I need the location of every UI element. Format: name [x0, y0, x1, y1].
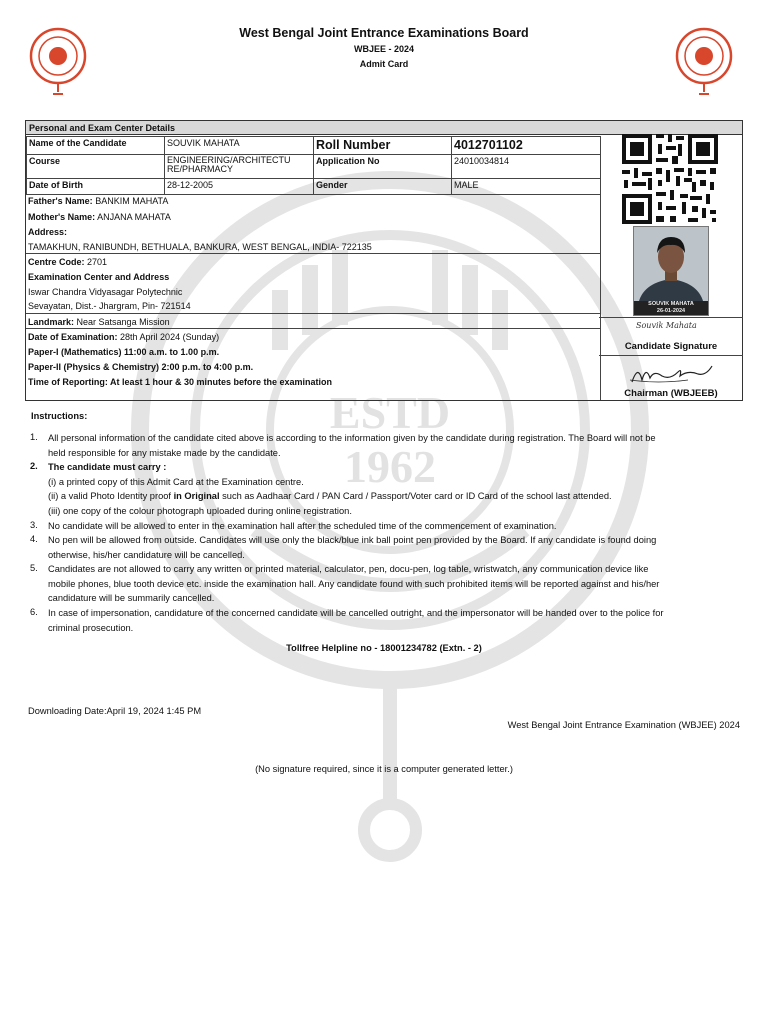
candidate-photo	[633, 226, 709, 316]
exam-date: 28th April 2024 (Sunday)	[120, 332, 220, 342]
helpline: Tollfree Helpline no - 18001234782 (Extn. - 2)	[286, 643, 482, 653]
instruction-6: In case of impersonation, candidature of the concerned candidate will be cancelled outright, and the impersonator will be handed over to the police for criminal prosecution.	[48, 608, 664, 633]
instruction-number: 1.	[30, 432, 38, 442]
exam-date-row	[28, 332, 219, 342]
roll-number: 4012701102	[452, 137, 601, 155]
candidate-table	[26, 136, 601, 195]
board-title: West Bengal Joint Entrance Examinations Board	[239, 26, 529, 40]
divider	[599, 317, 743, 318]
instruction-number: 2.	[30, 461, 38, 471]
instruction-number: 5.	[30, 563, 38, 573]
instruction-number: 3.	[30, 520, 38, 530]
application-label: Application No	[314, 155, 452, 179]
gender-value: MALE	[452, 179, 601, 195]
photo-caption-date: 26-01-2024	[656, 308, 686, 314]
instruction-5: Candidates are not allowed to carry any written or printed material, calculator, pen, docu-pen, log table, wristwatch, any communication device like mobile phones, blue tooth device etc. inside the examination hall. Any candidate found with such prohibited items will be reported against and his/her candidature will be summarily cancelled.	[48, 564, 660, 604]
mother-name: ANJANA MAHATA	[97, 212, 171, 222]
landmark-row	[28, 317, 170, 327]
father-label: Father's Name:	[28, 196, 93, 206]
roll-label: Roll Number	[314, 137, 452, 155]
divider	[599, 355, 743, 356]
photo-caption	[634, 301, 708, 315]
divider	[26, 253, 600, 254]
divider	[26, 328, 600, 329]
footer-exam-name: West Bengal Joint Entrance Examination (WBJEE) 2024	[507, 720, 740, 730]
instruction-number: 6.	[30, 607, 38, 617]
document-type: Admit Card	[359, 59, 409, 69]
download-date: Downloading Date:April 19, 2024 1:45 PM	[28, 706, 202, 716]
chairman-label: Chairman (WBJEEB)	[624, 388, 718, 399]
exam-center-line2: Sevayatan, Dist.- Jhargram, Pin- 721514	[28, 301, 191, 311]
exam-date-label: Date of Examination:	[28, 332, 118, 342]
gender-label: Gender	[314, 179, 452, 195]
instruction-2: The candidate must carry : (i) a printed copy of this Admit Card at the Examination centre. (ii) a valid Photo Identity proof in Original such as Aadhaar Card / PAN Card / Passport/Voter card or ID Card of the school last attended. (iii) one copy of the colour photograph uploaded during online registration.	[48, 462, 612, 516]
father-row	[28, 196, 168, 206]
centre-code-label: Centre Code:	[28, 257, 85, 267]
mother-label: Mother's Name:	[28, 212, 96, 222]
exam-name: WBJEE - 2024	[353, 44, 415, 54]
section-title: Personal and Exam Center Details	[26, 121, 742, 135]
photo-caption-name: SOUVIK MAHATA	[648, 301, 694, 307]
svg-text:ESTD: ESTD	[329, 387, 451, 438]
dob-label: Date of Birth	[27, 179, 165, 195]
candidate-signature-label: Candidate Signature	[624, 341, 718, 352]
instruction-number: 4.	[30, 534, 38, 544]
course-label: Course	[27, 155, 165, 179]
instructions-heading: Instructions:	[31, 411, 88, 421]
candidate-name: SOUVIK MAHATA	[165, 137, 314, 155]
father-name: BANKIM MAHATA	[95, 196, 169, 206]
paper1-timing: Paper-I (Mathematics) 11:00 a.m. to 1.00 p.m.	[28, 347, 220, 357]
divider	[26, 313, 600, 314]
qr-code	[596, 132, 720, 224]
landmark-value: Near Satsanga Mission	[76, 317, 170, 327]
instruction-1: All personal information of the candidate cited above is according to the information given by the candidate during registration. The Board will not be held responsible for any mistake made by the candidate.	[48, 433, 656, 458]
dob-value: 28-12-2005	[165, 179, 314, 195]
computer-generated-note: (No signature required, since it is a computer generated letter.)	[255, 764, 513, 774]
photo-portrait	[634, 227, 708, 305]
reporting-time: Time of Reporting: At least 1 hour & 30 minutes before the examination	[28, 377, 333, 387]
exam-center-line1: Iswar Chandra Vidyasagar Polytechnic	[28, 287, 183, 297]
chairman-signature-image	[628, 360, 716, 386]
course-value: ENGINEERING/ARCHITECTU RE/PHARMACY	[165, 155, 314, 179]
mother-row	[28, 212, 171, 222]
centre-code-row	[28, 257, 107, 267]
centre-code: 2701	[87, 257, 108, 267]
name-label: Name of the Candidate	[27, 137, 165, 155]
exam-center-label: Examination Center and Address	[28, 272, 170, 282]
instruction-4: No pen will be allowed from outside. Candidates will use only the black/blue ink ball point pen provided by the Board. If any candidate is found doing otherwise, his/her candidature will be cancelled.	[48, 535, 657, 560]
landmark-label: Landmark:	[28, 317, 75, 327]
candidate-signature-image: Souvik Mahata	[636, 321, 697, 330]
address-value: TAMAKHUN, RANIBUNDH, BETHUALA, BANKURA, WEST BENGAL, INDIA- 722135	[28, 242, 372, 252]
paper2-timing: Paper-II (Physics & Chemistry) 2:00 p.m. to 4:00 p.m.	[28, 362, 254, 372]
instruction-3: No candidate will be allowed to enter in the examination hall after the scheduled time of the commencement of examination.	[48, 521, 557, 531]
application-number: 24010034814	[452, 155, 601, 179]
svg-text:1962: 1962	[344, 441, 436, 492]
address-label: Address:	[28, 227, 68, 237]
